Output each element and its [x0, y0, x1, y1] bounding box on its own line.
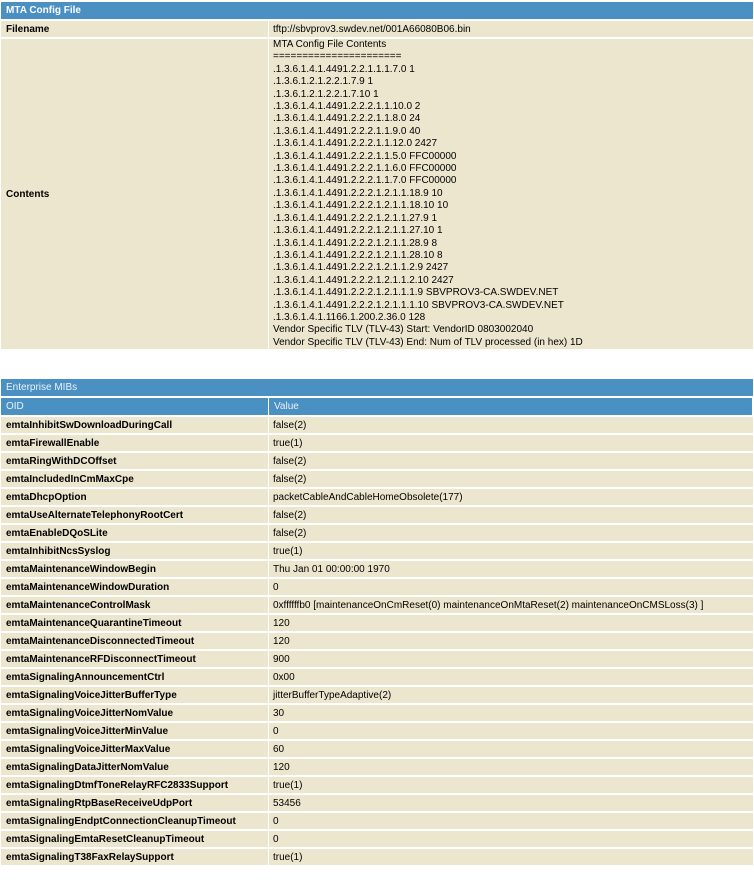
mib-value: false(2) — [269, 507, 753, 523]
table-row — [1, 705, 753, 721]
mib-oid: emtaMaintenanceWindowBegin — [1, 561, 269, 577]
mib-oid: emtaMaintenanceWindowDuration — [1, 579, 269, 595]
mib-value: true(1) — [269, 435, 753, 451]
contents-line: MTA Config File Contents — [273, 39, 387, 50]
contents-line: Vendor Specific TLV (TLV-43) Start: VendorID 0803002040 — [273, 324, 534, 336]
mib-value: 53456 — [269, 795, 753, 811]
mib-oid: emtaFirewallEnable — [1, 435, 269, 451]
mib-value: 120 — [269, 759, 753, 775]
mib-oid: emtaRingWithDCOffset — [1, 453, 269, 469]
table-row — [1, 435, 753, 451]
contents-line: .1.3.6.1.2.1.2.2.1.7.9 1 — [273, 76, 374, 88]
mib-value: false(2) — [269, 453, 753, 469]
contents-line: .1.3.6.1.4.1.4491.2.2.2.1.2.1.1.1.9 SBVPROV3-CA.SWDEV.NET — [273, 287, 559, 299]
table-row — [1, 759, 753, 775]
table-row — [1, 525, 753, 541]
mib-oid: emtaIncludedInCmMaxCpe — [1, 471, 269, 487]
table-row — [1, 597, 753, 613]
contents-line: .1.3.6.1.4.1.4491.2.2.2.1.2.1.1.28.10 8 — [273, 249, 443, 261]
contents-line: .1.3.6.1.4.1.4491.2.2.2.1.2.1.1.2.10 2427 — [273, 274, 454, 286]
contents-line: .1.3.6.1.4.1.4491.2.2.2.1.2.1.1.27.9 1 — [273, 212, 438, 224]
table-row — [1, 669, 753, 685]
mib-oid: emtaMaintenanceControlMask — [1, 597, 269, 613]
table-row — [1, 507, 753, 523]
mib-oid: emtaSignalingVoiceJitterMaxValue — [1, 741, 269, 757]
contents-line: .1.3.6.1.4.1.1166.1.200.2.36.0 128 — [273, 311, 426, 323]
table-row — [1, 561, 753, 577]
contents-line: .1.3.6.1.4.1.4491.2.2.2.1.2.1.1.28.9 8 — [273, 237, 438, 249]
mib-oid: emtaSignalingRtpBaseReceiveUdpPort — [1, 795, 269, 811]
mib-oid: emtaSignalingVoiceJitterBufferType — [1, 687, 269, 703]
enterprise-mibs-title: Enterprise MIBs — [1, 379, 753, 396]
contents-line: .1.3.6.1.4.1.4491.2.2.1.1.1.7.0 1 — [273, 63, 415, 75]
contents-line: .1.3.6.1.2.1.2.2.1.7.10 1 — [273, 88, 379, 100]
contents-line: .1.3.6.1.4.1.4491.2.2.2.1.1.10.0 2 — [273, 101, 421, 113]
contents-line: .1.3.6.1.4.1.4491.2.2.2.1.2.1.1.2.9 2427 — [273, 262, 449, 274]
mib-value: 0x00 — [269, 669, 753, 685]
mib-rows — [1, 417, 753, 865]
table-row — [1, 489, 753, 505]
contents-line: .1.3.6.1.4.1.4491.2.2.2.1.1.6.0 FFC00000 — [273, 163, 457, 175]
table-row — [1, 849, 753, 865]
mib-oid: emtaSignalingDataJitterNomValue — [1, 759, 269, 775]
contents-line: .1.3.6.1.4.1.4491.2.2.2.1.1.5.0 FFC00000 — [273, 150, 457, 162]
table-row — [1, 417, 753, 433]
contents-line: .1.3.6.1.4.1.4491.2.2.2.1.2.1.1.18.9 10 — [273, 187, 443, 199]
contents-line: .1.3.6.1.4.1.4491.2.2.2.1.1.7.0 FFC00000 — [273, 175, 457, 187]
contents-line: Vendor Specific TLV (TLV-43) End: Num of TLV processed (in hex) 1D — [273, 336, 583, 348]
mib-value: 0 — [269, 831, 753, 847]
mib-oid: emtaEnableDQoSLite — [1, 525, 269, 541]
mib-oid: emtaMaintenanceRFDisconnectTimeout — [1, 651, 269, 667]
mib-oid: emtaSignalingEmtaResetCleanupTimeout — [1, 831, 269, 847]
contents-value — [269, 39, 753, 349]
mib-value: packetCableAndCableHomeObsolete(177) — [269, 489, 753, 505]
mib-oid: emtaDhcpOption — [1, 489, 269, 505]
table-row — [1, 723, 753, 739]
mib-oid: emtaMaintenanceDisconnectedTimeout — [1, 633, 269, 649]
mib-value: jitterBufferTypeAdaptive(2) — [269, 687, 753, 703]
mta-config-title: MTA Config File — [1, 2, 753, 19]
contents-line: ====================== — [273, 51, 402, 63]
mib-value: 0 — [269, 813, 753, 829]
mib-value: 900 — [269, 651, 753, 667]
mib-value: 0 — [269, 579, 753, 595]
contents-line: .1.3.6.1.4.1.4491.2.2.2.1.1.12.0 2427 — [273, 138, 438, 150]
contents-line: .1.3.6.1.4.1.4491.2.2.2.1.2.1.1.18.10 10 — [273, 200, 449, 212]
table-row — [1, 453, 753, 469]
mib-oid: emtaSignalingAnnouncementCtrl — [1, 669, 269, 685]
mib-value: 0 — [269, 723, 753, 739]
table-row — [1, 741, 753, 757]
table-row — [1, 777, 753, 793]
mib-value: true(1) — [269, 849, 753, 865]
mib-oid: emtaInhibitNcsSyslog — [1, 543, 269, 559]
page — [1, 0, 753, 867]
table-row — [1, 471, 753, 487]
mib-oid: emtaSignalingVoiceJitterNomValue — [1, 705, 269, 721]
section-spacer — [1, 351, 753, 377]
mib-oid: emtaMaintenanceQuarantineTimeout — [1, 615, 269, 631]
mib-value: false(2) — [269, 417, 753, 433]
mib-oid: emtaSignalingVoiceJitterMinValue — [1, 723, 269, 739]
table-row — [1, 813, 753, 829]
mib-oid: emtaUseAlternateTelephonyRootCert — [1, 507, 269, 523]
oid-column-header: OID — [1, 398, 269, 415]
table-row — [1, 615, 753, 631]
mib-value: 120 — [269, 615, 753, 631]
mib-value: false(2) — [269, 471, 753, 487]
mib-oid: emtaSignalingEndptConnectionCleanupTimeout — [1, 813, 269, 829]
table-row — [1, 795, 753, 811]
table-row — [1, 651, 753, 667]
contents-label: Contents — [1, 39, 269, 349]
contents-line: .1.3.6.1.4.1.4491.2.2.2.1.1.9.0 40 — [273, 125, 421, 137]
contents-line: .1.3.6.1.4.1.4491.2.2.2.1.2.1.1.27.10 1 — [273, 225, 443, 237]
filename-label: Filename — [1, 21, 269, 37]
mib-oid: emtaInhibitSwDownloadDuringCall — [1, 417, 269, 433]
mib-value: true(1) — [269, 777, 753, 793]
table-row — [1, 687, 753, 703]
value-column-header: Value — [269, 398, 753, 415]
mib-value: 120 — [269, 633, 753, 649]
table-row — [1, 831, 753, 847]
contents-line: .1.3.6.1.4.1.4491.2.2.2.1.1.8.0 24 — [273, 113, 421, 125]
mib-value: 0xffffffb0 [maintenanceOnCmReset(0) maintenanceOnMtaReset(2) maintenanceOnCMSLoss(3) ] — [269, 597, 753, 613]
mib-value: false(2) — [269, 525, 753, 541]
table-row — [1, 633, 753, 649]
mta-config-table — [1, 0, 753, 867]
mib-value: 30 — [269, 705, 753, 721]
filename-value: tftp://sbvprov3.swdev.net/001A66080B06.bin — [269, 21, 753, 37]
table-row — [1, 543, 753, 559]
mib-oid: emtaSignalingDtmfToneRelayRFC2833Support — [1, 777, 269, 793]
mib-value: Thu Jan 01 00:00:00 1970 — [269, 561, 753, 577]
mib-value: true(1) — [269, 543, 753, 559]
mib-value: 60 — [269, 741, 753, 757]
contents-line: .1.3.6.1.4.1.4491.2.2.2.1.2.1.1.1.10 SBVPROV3-CA.SWDEV.NET — [273, 299, 564, 311]
mib-oid: emtaSignalingT38FaxRelaySupport — [1, 849, 269, 865]
table-row — [1, 579, 753, 595]
